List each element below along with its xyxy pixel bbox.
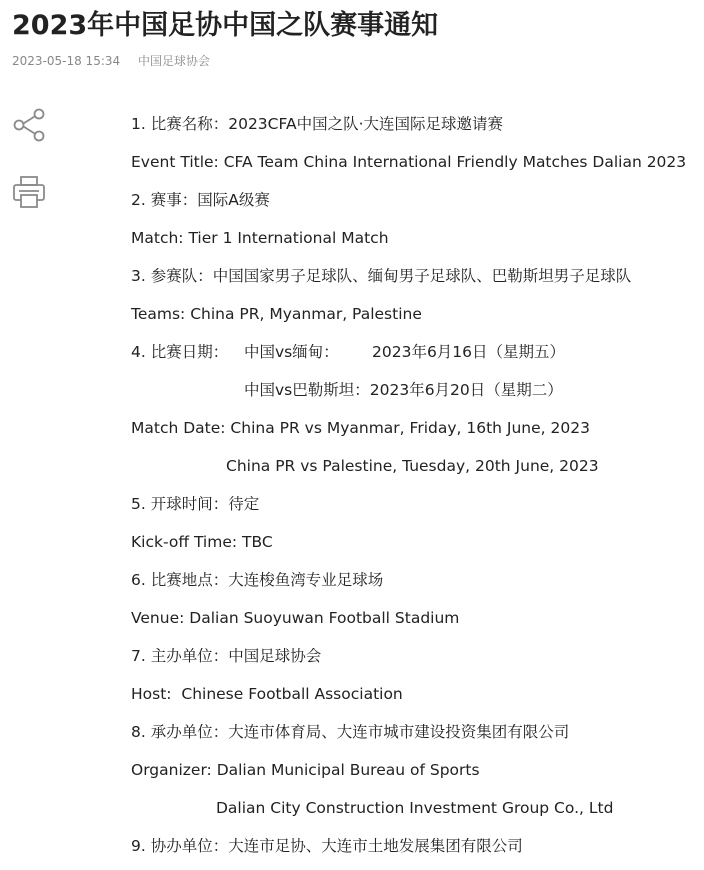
article-title: 2023年中国足协中国之队赛事通知 xyxy=(12,10,439,41)
match-date-en-2: China PR vs Palestine, Tuesday, 20th June, 2023 xyxy=(226,457,599,475)
host-en: Host: Chinese Football Association xyxy=(131,685,403,703)
match-date-cn-1-date: 2023年6月16日（星期五） xyxy=(372,343,566,361)
organizer-cn: 8. 承办单位：大连市体育局、大连市城市建设投资集团有限公司 xyxy=(131,723,570,741)
host-cn: 7. 主办单位：中国足球协会 xyxy=(131,647,322,665)
printer-icon xyxy=(12,175,46,209)
teams-en: Teams: China PR, Myanmar, Palestine xyxy=(131,305,422,323)
article-date: 2023-05-18 15:34 xyxy=(12,54,121,68)
kickoff-en: Kick-off Time: TBC xyxy=(131,533,273,551)
share-button[interactable] xyxy=(12,108,46,142)
coorganizer-cn: 9. 协办单位：大连市足协、大连市土地发展集团有限公司 xyxy=(131,837,523,855)
print-button[interactable] xyxy=(12,175,46,209)
match-date-cn-2-date: 2023年6月20日（星期二） xyxy=(369,381,563,399)
article-meta xyxy=(12,52,210,70)
event-title-en: Event Title: CFA Team China International Friendly Matches Dalian 2023 xyxy=(131,153,687,171)
organizer-en-1: Organizer: Dalian Municipal Bureau of Sports xyxy=(131,761,480,779)
match-date-cn-2-teams: 中国vs巴勒斯坦： xyxy=(244,381,370,399)
venue-en: Venue: Dalian Suoyuwan Football Stadium xyxy=(131,609,460,627)
venue-cn: 6. 比赛地点：大连梭鱼湾专业足球场 xyxy=(131,571,384,589)
organizer-en-2: Dalian City Construction Investment Group Co., Ltd xyxy=(216,799,614,817)
match-date-cn-1-teams: 中国vs缅甸： xyxy=(244,343,339,361)
match-type-cn: 2. 赛事：国际A级赛 xyxy=(131,191,270,209)
share-icon xyxy=(12,108,46,142)
match-type-en: Match: Tier 1 International Match xyxy=(131,229,389,247)
match-date-cn-label: 4. 比赛日期： xyxy=(131,343,229,361)
teams-cn: 3. 参赛队：中国国家男子足球队、缅甸男子足球队、巴勒斯坦男子足球队 xyxy=(131,267,632,285)
event-title-cn: 1. 比赛名称：2023CFA中国之队·大连国际足球邀请赛 xyxy=(131,115,504,133)
article-source: 中国足球协会 xyxy=(137,54,210,68)
match-date-cn-1 xyxy=(131,340,701,378)
match-date-en-1: Match Date: China PR vs Myanmar, Friday, 16th June, 2023 xyxy=(131,419,590,437)
kickoff-cn: 5. 开球时间：待定 xyxy=(131,495,260,513)
match-date-cn-2 xyxy=(131,378,701,416)
article-body xyxy=(131,112,701,870)
